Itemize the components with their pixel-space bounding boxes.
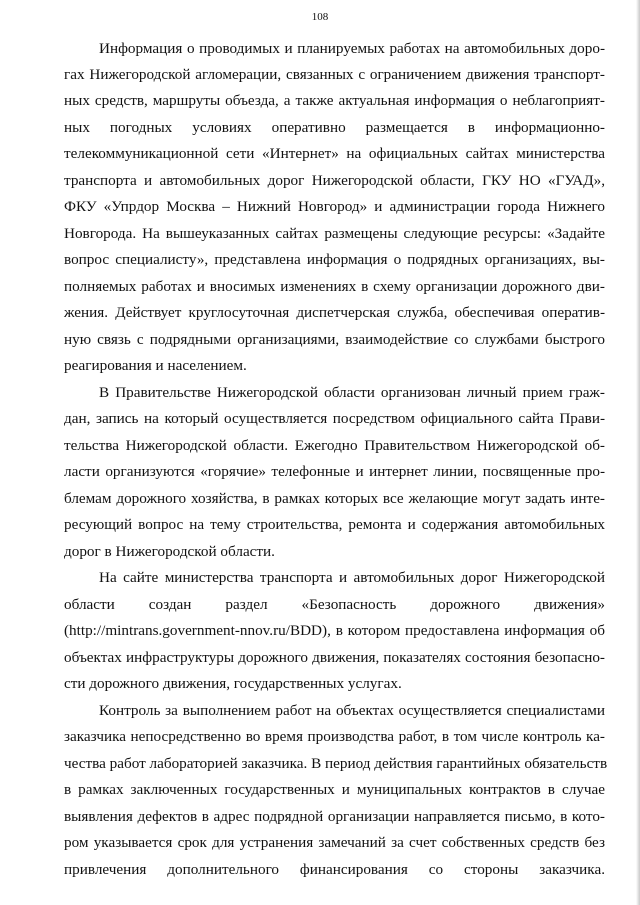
paragraph-1-line: реагирования и населением. xyxy=(64,357,247,374)
paragraph-1-line: Информация о проводимых и планируемых работах на автомобильных доро- xyxy=(99,40,605,57)
paragraph-4-line: ром указывается срок для устранения замечаний за счет собственных средств без xyxy=(64,834,605,851)
paragraph-1-line: ных погодных условиях оперативно размещается в информационно- xyxy=(64,119,605,136)
paragraph-4-line: чества работ лабораторией заказчика. В период действия гарантийных обязательств xyxy=(64,755,608,772)
paragraph-2-line: тельства Нижегородской области. Ежегодно Правительством Нижегородской об- xyxy=(64,437,605,454)
paragraph-4-line: в рамках заключенных государственных и муниципальных контрактов в случае xyxy=(64,781,605,798)
paragraph-2-line: дан, запись на который осуществляется посредством официального сайта Прави- xyxy=(64,410,605,427)
paragraph-4-line: заказчика непосредственно во время производства работ, в том числе контроль ка- xyxy=(64,728,605,745)
paragraph-4-line: Контроль за выполнением работ на объектах осуществляется специалистами xyxy=(99,702,605,719)
paragraph-2-line: ласти организуются «горячие» телефонные и интернет линии, посвященные про- xyxy=(64,463,605,480)
page-number: 108 xyxy=(311,11,329,23)
scan-edge-shadow xyxy=(636,0,640,905)
paragraph-2-line: дорог в Нижегородской области. xyxy=(64,543,275,560)
paragraph-2-line: ресующий вопрос на тему строительства, ремонта и содержания автомобильных xyxy=(64,516,605,533)
paragraph-4-line: выявления дефектов в адрес подрядной организации направляется письмо, в кото- xyxy=(64,808,605,825)
paragraph-3-line: На сайте министерства транспорта и автомобильных дорог Нижегородской xyxy=(99,569,605,586)
paragraph-1-line: телекоммуникационной сети «Интернет» на официальных сайтах министерства xyxy=(64,145,605,162)
paragraph-3-line: области создан раздел «Безопасность дорожного движения» xyxy=(64,596,605,613)
paragraph-4-line: привлечения дополнительного финансирования со стороны заказчика. xyxy=(64,861,605,878)
paragraph-2-line: В Правительстве Нижегородской области организован личный прием граж- xyxy=(99,384,605,401)
paragraph-3-line: сти дорожного движения, государственных услугах. xyxy=(64,675,402,692)
paragraph-1-line: жения. Действует круглосуточная диспетчерская служба, обеспечивая оператив- xyxy=(64,304,605,321)
paragraph-1-line: вопрос специалисту», представлена информация о подрядных организациях, вы- xyxy=(64,251,605,268)
paragraph-3-line: объектах инфраструктуры дорожного движения, показателях состояния безопасно- xyxy=(64,649,605,666)
paragraph-1-line: транспорта и автомобильных дорог Нижегородской области, ГКУ НО «ГУАД», xyxy=(64,172,605,189)
paragraph-1-line: ных средств, маршруты объезда, а также актуальная информация о неблагоприят- xyxy=(64,92,605,109)
paragraph-1-line: полняемых работах и вносимых изменениях в схему организации дорожного дви- xyxy=(64,278,605,295)
paragraph-2-line: блемам дорожного хозяйства, в рамках которых все желающие могут задать инте- xyxy=(64,490,605,507)
paragraph-3-line: (http://mintrans.government-nnov.ru/BDD), в котором предоставлена информация об xyxy=(64,622,605,639)
paragraph-1-line: ную связь с подрядными организациями, взаимодействие со службами быстрого xyxy=(64,331,605,348)
paragraph-1-line: Новгорода. На вышеуказанных сайтах размещены следующие ресурсы: «Задайте xyxy=(64,225,605,242)
paragraph-1-line: гах Нижегородской агломерации, связанных с ограничением движения транспорт- xyxy=(64,66,605,83)
paragraph-1-line: ФКУ «Упрдор Москва – Нижний Новгород» и администрации города Нижнего xyxy=(64,198,605,215)
